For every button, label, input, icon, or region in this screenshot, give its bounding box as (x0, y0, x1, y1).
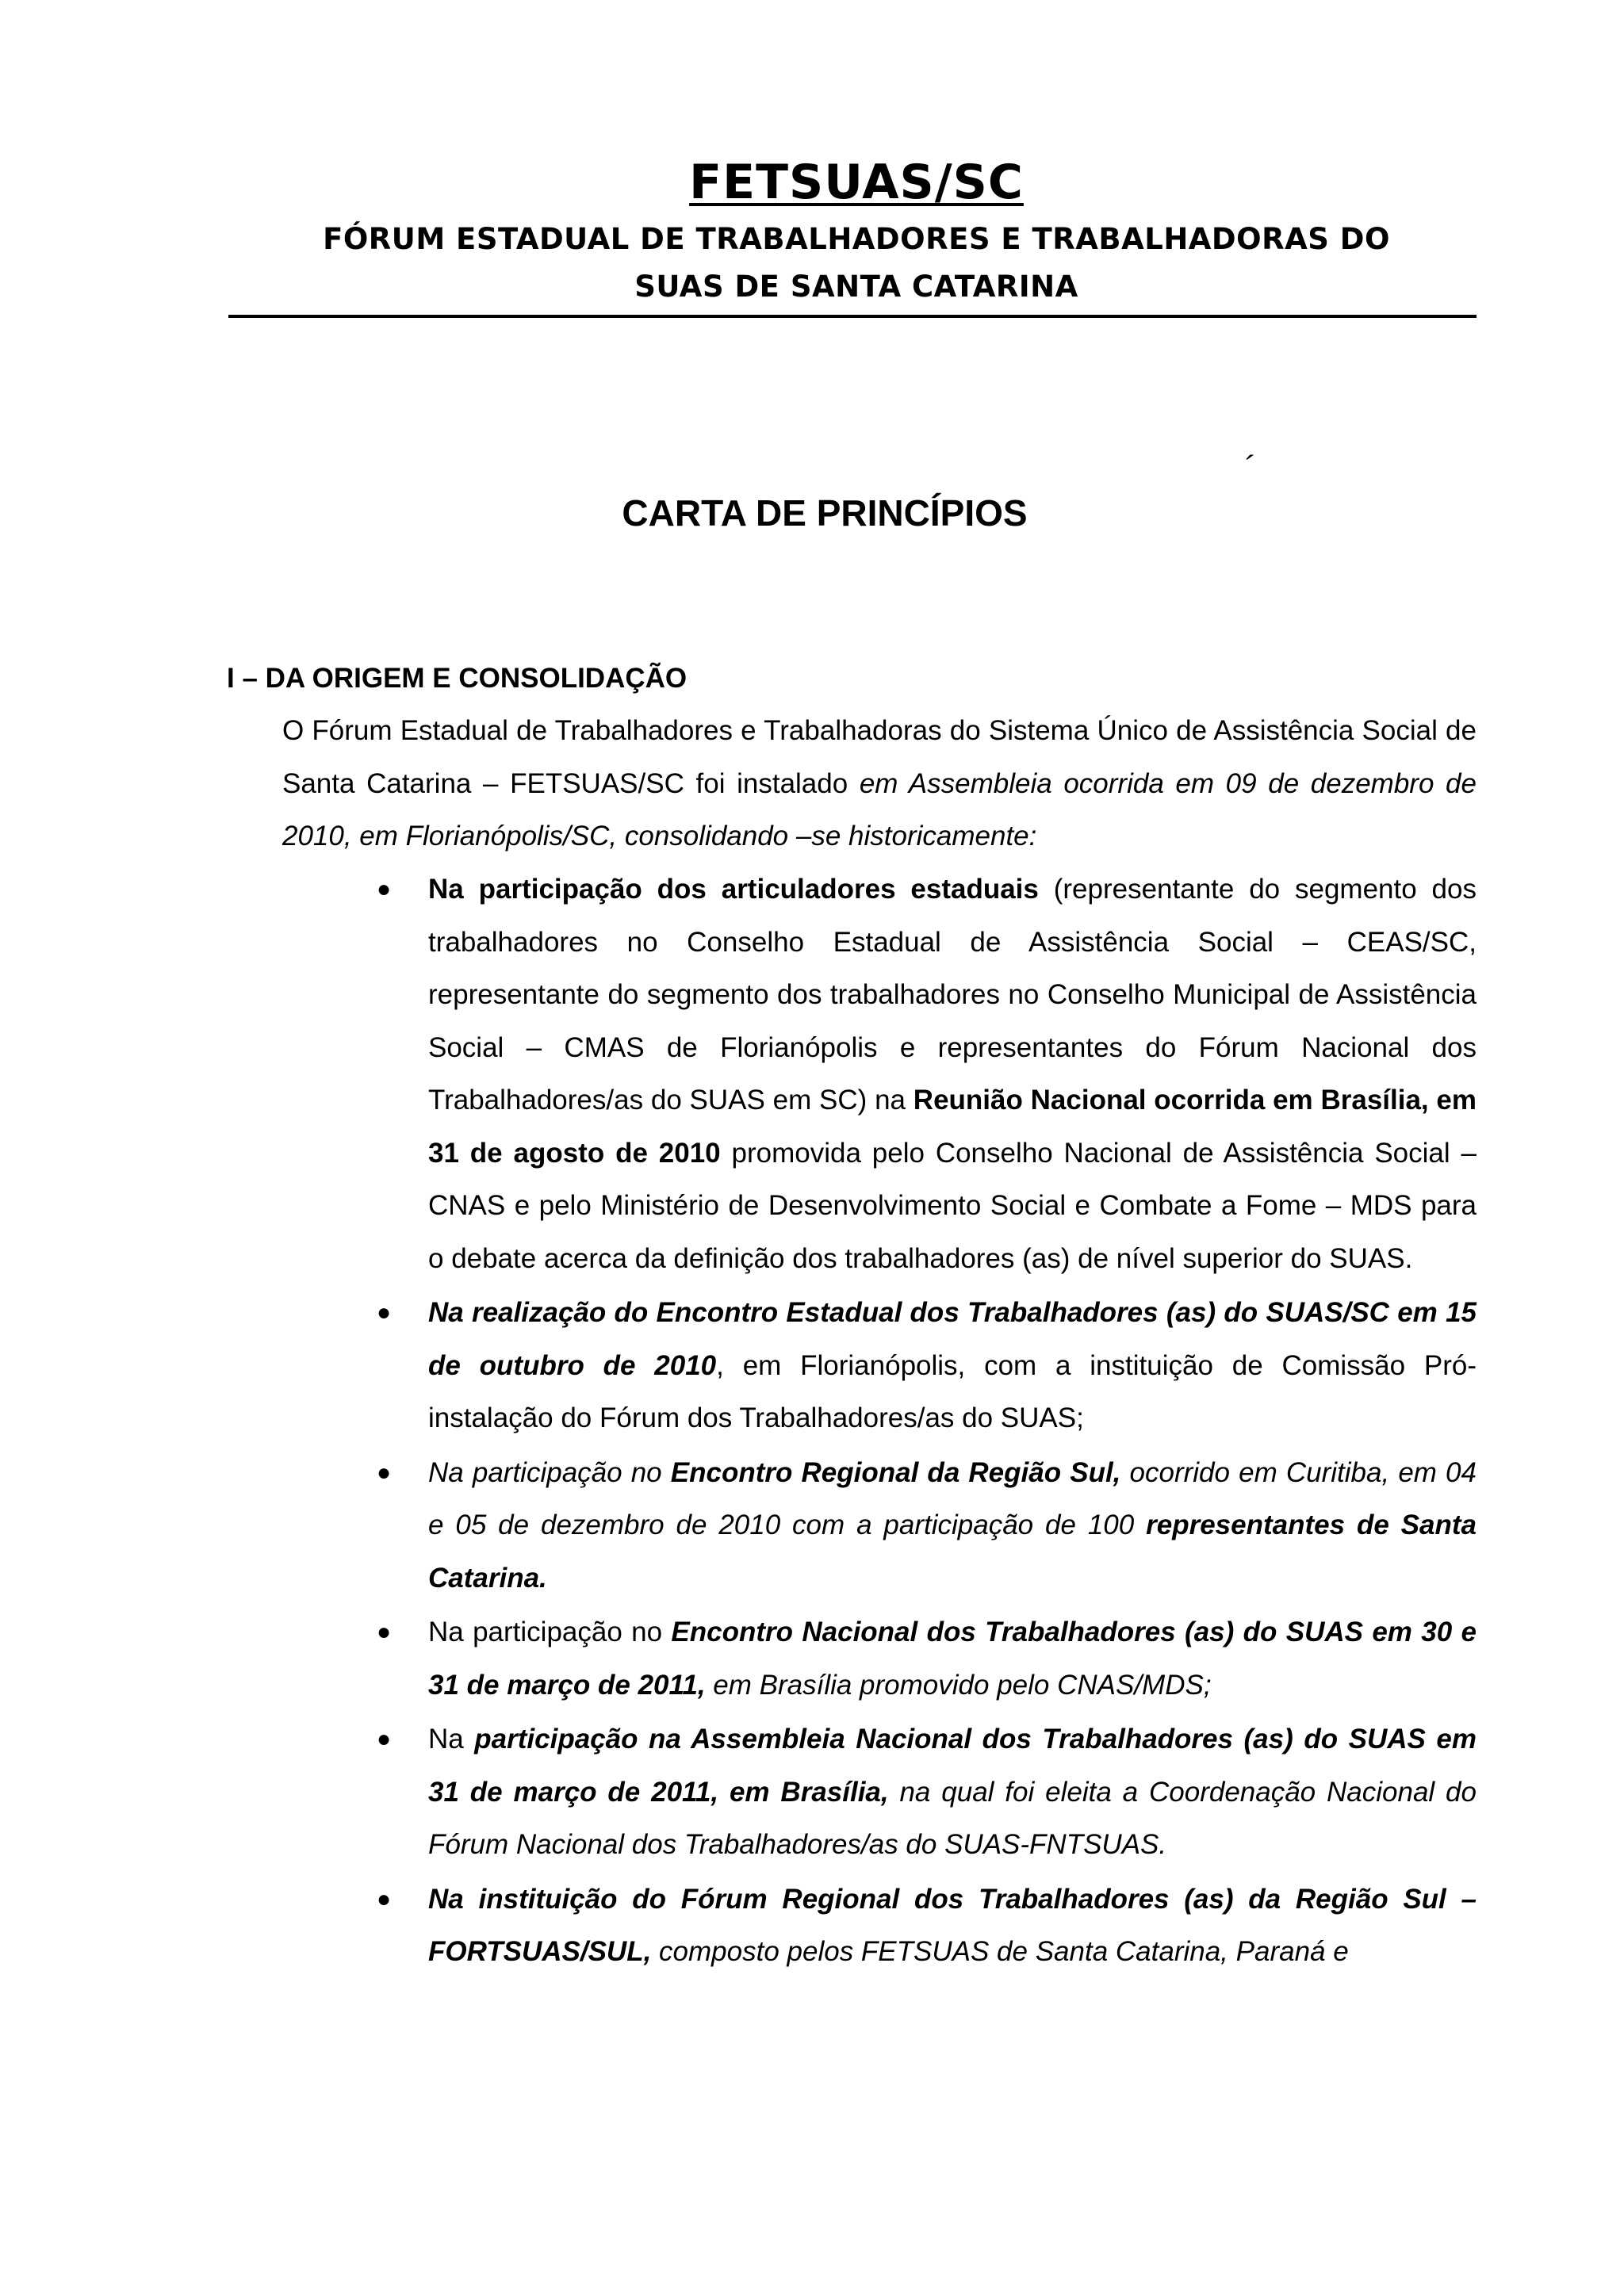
bullet-icon: ● (377, 1726, 392, 1752)
bullet-icon: ● (377, 876, 392, 902)
stray-accent-mark: ´ (1243, 450, 1254, 485)
list-item (377, 1287, 1477, 1445)
list-item (377, 1606, 1477, 1712)
list-item-text (428, 1457, 1477, 1594)
bullet-icon: ● (377, 1459, 392, 1486)
text-run: , em Florianópolis, com a instituição de Comissão Pró-instalação do Fórum dos Trabalhadores/as do SUAS; (428, 1349, 1477, 1433)
list-item (377, 1447, 1477, 1605)
text-run: em Brasília promovido pelo CNAS/MDS; (705, 1669, 1212, 1701)
intro-text: O Fórum Estadual de Trabalhadores e Trabalhadoras do Sistema Único de Assistência Social de Santa Catarina – FETSUAS/SC foi instalado (282, 715, 1477, 799)
header-divider (228, 315, 1477, 318)
bullet-icon: ● (377, 1619, 392, 1645)
forum-full-name-line-1: FÓRUM ESTADUAL DE TRABALHADORES E TRABALHADORAS DO (323, 222, 1390, 256)
list-item-text (428, 1297, 1477, 1433)
text-run: composto pelos FETSUAS de Santa Catarina, Paraná e (651, 1936, 1349, 1967)
text-run: representantes de Santa Catarina. (428, 1510, 1477, 1594)
text-run: (representante do segmento dos trabalhadores no Conselho Estadual de Assistência Social – CEAS/SC, representante do segmento dos trabalhadores no Conselho Municipal de Assistência Social – CMAS de Florianópolis e representantes do Fórum Nacional dos Trabalhadores/as do SUAS em SC) na (428, 874, 1477, 1115)
text-run: Na realização do Encontro Estadual dos Trabalhadores (as) do SUAS/SC em 15 de outubro de 2010 (428, 1297, 1477, 1381)
forum-full-name (228, 216, 1484, 311)
document-title: CARTA DE PRINCÍPIOS (622, 492, 1028, 534)
text-run: promovida pelo Conselho Nacional de Assistência Social – CNAS e pelo Ministério de Desenvolvimento Social e Combate a Fome – MDS para o debate acerca da definição dos trabalhadores (as) de nível superior do SUAS. (428, 1137, 1477, 1274)
list-item (377, 1713, 1477, 1872)
forum-acronym-title: FETSUAS/SC (689, 155, 1024, 210)
list-item-text (428, 874, 1477, 1274)
text-run: Na (428, 1724, 475, 1755)
list-item-text (428, 1724, 1477, 1860)
intro-text-italic: em Assembleia ocorrida em 09 de dezembro de 2010, em Florianópolis/SC, consolidando –se historicamente: (282, 767, 1477, 851)
section-heading: I – DA ORIGEM E CONSOLIDAÇÃO (227, 663, 688, 694)
list-item (377, 863, 1477, 1285)
text-run: Encontro Nacional dos Trabalhadores (as) do SUAS em 30 e 31 de março de 2011, (428, 1617, 1477, 1701)
text-run: Na instituição do Fórum Regional dos Trabalhadores (as) da Região Sul – FORTSUAS/SUL, (428, 1883, 1477, 1967)
text-run: participação na Assembleia Nacional dos Trabalhadores (as) do SUAS em 31 de março de 2011, em Brasília, (428, 1724, 1477, 1808)
consolidation-list (377, 863, 1477, 1979)
text-run: Encontro Regional da Região Sul, (670, 1456, 1121, 1488)
forum-full-name-line-2: SUAS DE SANTA CATARINA (634, 270, 1078, 304)
bullet-icon: ● (377, 1885, 392, 1912)
list-item-text (428, 1617, 1477, 1701)
text-run: ocorrido em Curitiba, em 04 e 05 de dezembro de 2010 com a participação de 100 (428, 1456, 1477, 1540)
intro-paragraph (282, 705, 1477, 863)
list-item (377, 1873, 1477, 1979)
text-run: Na participação dos articuladores estaduais (428, 874, 1039, 905)
bullet-icon: ● (377, 1299, 392, 1326)
text-run: Na participação no (428, 1617, 672, 1647)
text-run: Na participação no (428, 1456, 671, 1488)
list-item-text (428, 1884, 1477, 1968)
text-run: Reunião Nacional ocorrida em Brasília, em 31 de agosto de 2010 (428, 1085, 1477, 1169)
text-run: na qual foi eleita a Coordenação Nacional do Fórum Nacional dos Trabalhadores/as do SUAS-FNTSUAS. (428, 1776, 1477, 1860)
